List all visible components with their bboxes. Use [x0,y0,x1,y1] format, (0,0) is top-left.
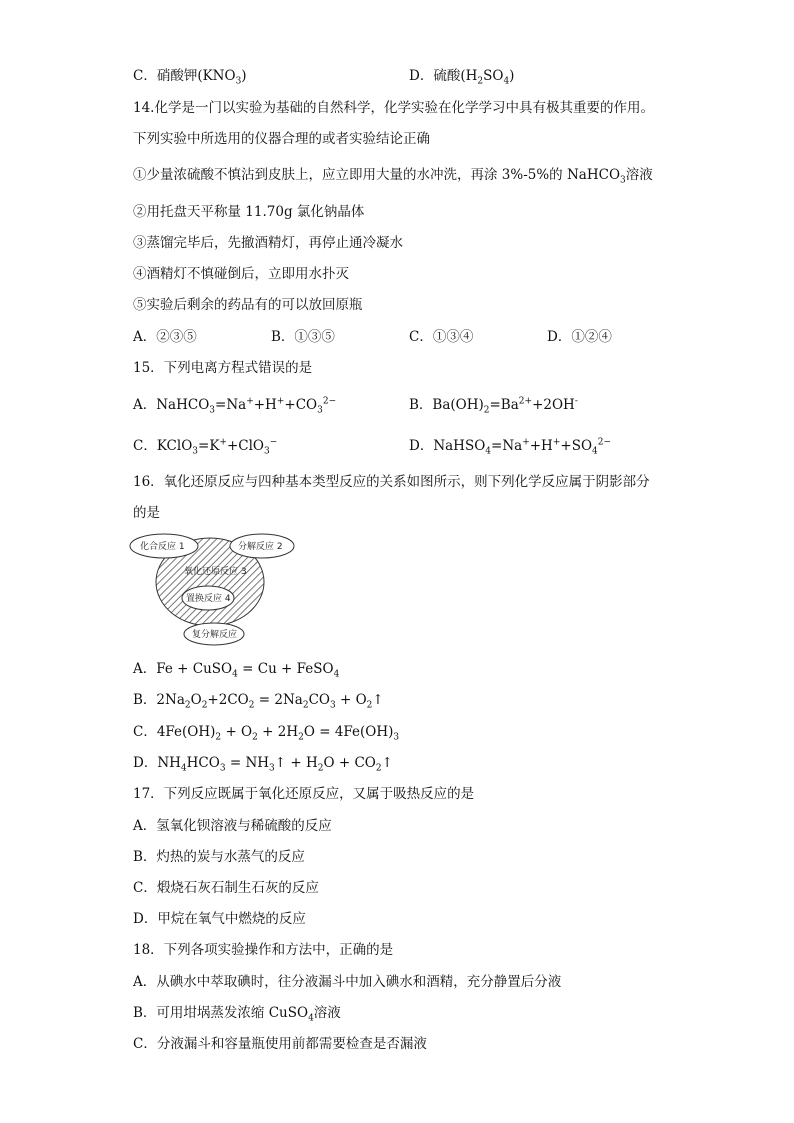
double-decomposition-label: 复分解反应 [192,630,238,640]
q17-option-b: B．灼热的炭与水蒸气的反应 [133,849,305,865]
q13-option-d: D．硫酸$(H_2SO_4)$ [409,68,515,87]
q14-stem-line2: 下列实验中所选用的仪器合理的或者实验结论正确 [133,131,430,147]
combination-label: 化合反应 1 [140,542,185,552]
q14-option-c: C．①③④ [409,329,474,345]
q15-option-a: A．$NaHCO_3=Na^++H^++CO_3^{2-}$ [133,396,337,416]
q16-option-d: D．$NH_4HCO_3$ = $NH_3↑ + H_2O$ + $CO_2↑$ [133,755,393,774]
q17-option-c: C．煅烧石灰石制生石灰的反应 [133,880,319,896]
q14-option-d: D．①②④ [547,329,612,345]
q14-item4: ④酒精灯不慎碰倒后，立即用水扑灭 [133,266,349,282]
q14-item2: ②用托盘天平称量 11.70g 氯化钠晶体 [133,204,365,220]
q18-option-a: A．从碘水中萃取碘时，往分液漏斗中加入碘水和酒精，充分静置后分液 [133,974,562,990]
q16-stem-line1: 16．氧化还原反应与四种基本类型反应的关系如图所示，则下列化学反应属于阴影部分 [133,474,650,490]
q16-option-a: A．Fe + CuSO$_4$ = Cu + FeSO$_4$ [133,661,340,680]
q14-stem-line1: 14.化学是一门以实验为基础的自然科学，化学实验在化学学习中具有极其重要的作用。 [133,100,654,116]
q17-option-a: A．氢氧化钡溶液与稀硫酸的反应 [133,818,332,834]
q15-option-c: C．KClO$_3$=K++ClO$_3$− [133,437,278,457]
displacement-label: 置换反应 4 [186,594,231,604]
q17-option-d: D．甲烷在氧气中燃烧的反应 [133,911,306,927]
q18-option-c: C．分液漏斗和容量瓶使用前都需要检查是否漏液 [133,1036,427,1052]
redox-label: 氧化还原反应 3 [184,567,247,577]
decomposition-label: 分解反应 2 [238,542,283,552]
q17-stem: 17．下列反应既属于氧化还原反应，又属于吸热反应的是 [133,786,475,802]
q16-option-c: C．$4Fe(OH)_2 + O_2 + 2H_2O = 4Fe(OH)_3$ [133,724,400,743]
q14-item1: ①少量浓硫酸不慎沾到皮肤上，应立即用大量的水冲洗，再涂 3%-5%的 NaHCO$_3$溶液 [133,167,653,186]
venn-diagram-svg [128,528,298,648]
q14-item5: ⑤实验后剩余的药品有的可以放回原瓶 [133,297,363,313]
reaction-relationship-diagram [128,528,298,648]
q18-option-b: B．可用坩埚蒸发浓缩 CuSO$_4$溶液 [133,1005,341,1024]
q14-option-b: B．①③⑤ [271,329,335,345]
q15-option-d: D．$NaHSO_4=Na^++H^++SO_4^{2-}$ [409,437,612,457]
q15-stem: 15．下列电离方程式错误的是 [133,360,313,376]
q14-option-a: A．②③⑤ [133,329,197,345]
q13-option-c: C．硝酸钾$(KNO_3)$ [133,68,247,87]
q15-option-b: B．$Ba(OH)_2=Ba^{2+}+2OH^-$ [409,396,578,416]
q16-stem-line2: 的是 [133,505,160,521]
q16-option-b: B．$2Na_2O_2+2CO_2 = 2Na_2CO_3$ + $O_2↑$ [133,692,384,711]
q18-stem: 18．下列各项实验操作和方法中，正确的是 [133,942,394,958]
q14-item3: ③蒸馏完毕后，先撤酒精灯，再停止通冷凝水 [133,235,403,251]
